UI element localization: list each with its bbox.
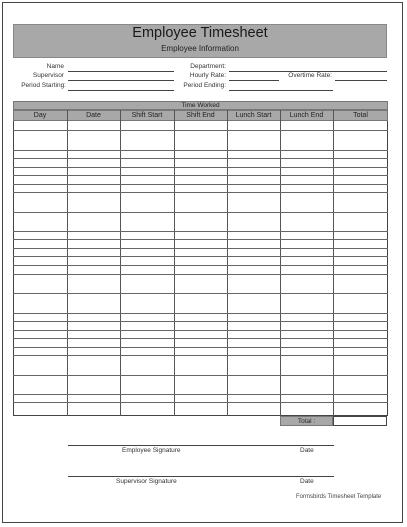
col-shift-end: Shift End xyxy=(186,112,215,119)
row-line xyxy=(13,330,388,331)
hourly-rate-label: Hourly Rate: xyxy=(189,72,226,79)
col-total: Total xyxy=(353,112,368,119)
total-label: Total : xyxy=(280,416,333,426)
col-divider xyxy=(120,110,121,416)
row-line xyxy=(13,402,388,403)
employee-date-label: Date xyxy=(300,447,314,454)
row-line xyxy=(13,293,388,294)
supervisor-date-label: Date xyxy=(300,478,314,485)
col-lunch-end: Lunch End xyxy=(289,112,324,119)
col-date: Date xyxy=(86,112,101,119)
row-line xyxy=(13,175,388,176)
row-line xyxy=(13,130,388,131)
row-line xyxy=(13,248,388,249)
overtime-rate-label: Overtime Rate: xyxy=(288,72,332,79)
row-line xyxy=(13,158,388,159)
col-lunch-start: Lunch Start xyxy=(235,112,272,119)
row-line xyxy=(13,150,388,151)
col-divider xyxy=(280,110,281,416)
row-line xyxy=(13,192,388,193)
department-label: Department: xyxy=(190,63,226,70)
supervisor-signature-label: Supervisor Signature xyxy=(116,478,177,485)
time-worked-label: Time Worked xyxy=(181,102,220,109)
row-line xyxy=(13,274,388,275)
employee-signature-line[interactable] xyxy=(68,445,334,446)
period-starting-label: Period Starting: xyxy=(21,82,66,89)
row-line xyxy=(13,184,388,185)
col-divider xyxy=(227,110,228,416)
col-divider xyxy=(174,110,175,416)
name-field[interactable] xyxy=(68,71,174,72)
time-worked-header xyxy=(13,101,388,110)
row-line xyxy=(13,212,388,213)
page-title: Employee Timesheet xyxy=(132,25,268,41)
row-line xyxy=(13,355,388,356)
total-value-field[interactable] xyxy=(333,416,387,426)
supervisor-field[interactable] xyxy=(68,80,174,81)
period-ending-field[interactable] xyxy=(229,90,333,91)
row-line xyxy=(13,394,388,395)
grid-body[interactable] xyxy=(13,121,388,416)
row-line xyxy=(13,321,388,322)
period-ending-label: Period Ending: xyxy=(183,82,226,89)
time-grid xyxy=(13,101,388,426)
row-line xyxy=(13,265,388,266)
name-label: Name xyxy=(46,63,64,70)
row-line xyxy=(13,375,388,376)
col-divider xyxy=(67,110,68,416)
section-subtitle: Employee Information xyxy=(161,44,239,53)
row-line xyxy=(13,256,388,257)
col-shift-start: Shift Start xyxy=(131,112,163,119)
supervisor-label: Supervisor xyxy=(32,72,64,79)
hourly-rate-field[interactable] xyxy=(229,80,279,81)
supervisor-signature-line[interactable] xyxy=(68,476,334,477)
col-day: Day xyxy=(33,112,47,119)
overtime-rate-field[interactable] xyxy=(335,80,387,81)
row-line xyxy=(13,231,388,232)
row-line xyxy=(13,313,388,314)
employee-signature-label: Employee Signature xyxy=(122,447,181,454)
row-line xyxy=(13,347,388,348)
footer-credit: Formsbirds Timesheet Template xyxy=(296,494,382,500)
row-line xyxy=(13,167,388,168)
row-line xyxy=(13,239,388,240)
row-line xyxy=(13,338,388,339)
period-starting-field[interactable] xyxy=(68,90,174,91)
